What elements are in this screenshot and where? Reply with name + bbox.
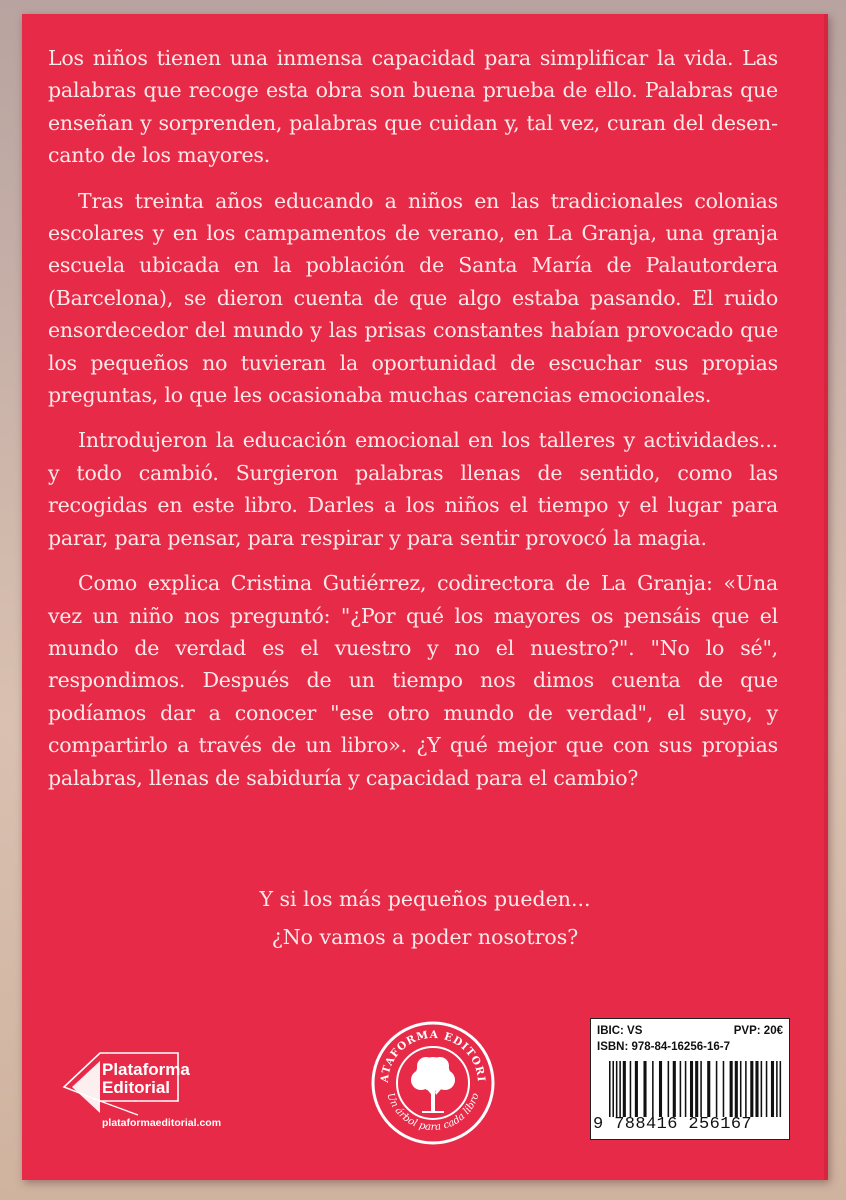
closing-line-2: ¿No vamos a poder nosotros?	[271, 925, 579, 949]
barcode-bar	[652, 1061, 654, 1117]
ibic-code: IBIC: VS	[597, 1025, 643, 1037]
publisher-name-line-1: Plataforma	[102, 1060, 190, 1079]
barcode-bar	[707, 1061, 710, 1117]
barcode-bar	[761, 1061, 763, 1117]
barcode-bar	[685, 1061, 687, 1117]
tree-seal-icon	[370, 1020, 496, 1146]
synopsis-paragraph-4: Como explica Cristina Gutiérrez, codirectora de La Granja: «Una vez un niño nos preguntó: "¿Por qué los mayores os pensáis que el mundo de verdad es el vuestro y no el nuestro?". "No lo sé", respondimos. Después de un tiempo nos dimos cuenta de que podíamos dar a conocer "ese otro mundo de verdad", el suyo, y compartirlo a través de un libro». ¿Y qué mejor que con sus propias palabras, llenas de sabiduría y capacidad para el cambio?	[48, 571, 778, 790]
barcode-bar	[723, 1061, 725, 1117]
barcode-bar	[766, 1061, 768, 1117]
barcode-bar	[673, 1061, 676, 1117]
barcode-bar	[668, 1061, 670, 1117]
barcode-bar	[659, 1061, 662, 1117]
barcode-bar	[690, 1061, 693, 1117]
barcode-bar	[609, 1061, 611, 1117]
isbn: ISBN: 978-84-16256-16-7	[597, 1041, 730, 1053]
barcode-bars	[609, 1061, 783, 1117]
barcode-bar	[612, 1061, 614, 1117]
barcode-bar	[623, 1061, 626, 1117]
barcode-bar	[776, 1061, 778, 1117]
barcode-bar	[771, 1061, 774, 1117]
barcode-bar	[635, 1061, 638, 1117]
seal-bottom-text: Un árbol para cada libro	[384, 1091, 482, 1134]
publisher-seal	[370, 1020, 496, 1146]
publisher-logo	[60, 1045, 260, 1135]
synopsis-paragraph-1: Los niños tienen una inmensa capacidad para simplificar la vida. Las palabras que recoge esta obra son buena prueba de ello. Palabras que enseñan y sorprenden, palabras que cuidan y, tal vez, curan del desencanto de los mayores.	[48, 46, 778, 168]
barcode-bar	[730, 1061, 733, 1117]
barcode-bar	[630, 1061, 632, 1117]
barcode-bar	[750, 1061, 753, 1117]
barcode-row-isbn	[597, 1041, 783, 1053]
barcode-bar	[700, 1061, 702, 1117]
publisher-name-line-2: Editorial	[102, 1078, 171, 1097]
barcode-bar	[716, 1061, 718, 1117]
closing-line-1: Y si los más pequeños pueden...	[259, 887, 591, 911]
barcode-bar	[735, 1061, 738, 1117]
barcode-bar	[745, 1061, 747, 1117]
barcode-bar	[755, 1061, 758, 1117]
barcode-bar	[780, 1061, 782, 1117]
cover-edge	[824, 14, 828, 1180]
synopsis-paragraph-2: Tras treinta años educando a niños en las tradicionales colonias escolares y en los campamentos de verano, en La Granja, una granja escuela ubicada en la población de Santa María de Palautordera (Barcelona), se dieron cuenta de que algo estaba pasando. El ruido ensordecedor del mundo y las prisas constantes habían provocado que los pequeños no tuvieran la oportunidad de escuchar sus propias preguntas, lo que les ocasionaba muchas carencias emocionales.	[48, 188, 778, 408]
barcode-bar	[619, 1061, 621, 1117]
publisher-name	[102, 1061, 190, 1097]
synopsis-text	[48, 42, 778, 807]
closing-quote	[22, 880, 828, 956]
price: PVP: 20€	[733, 1025, 783, 1037]
barcode-digits: 9 788416 256167	[593, 1115, 753, 1134]
tree-icon	[411, 1057, 455, 1113]
barcode-label	[590, 1018, 790, 1140]
synopsis-paragraph-3: Introdujeron la educación emocional en los talleres y actividades... y todo cambió. Surgieron palabras llenas de sentido, como las recogidas en este libro. Darles a los niños el tiempo y el lugar para parar, para pensar, para respirar y para sentir provocó la magia.	[48, 428, 778, 550]
barcode-bar	[680, 1061, 682, 1117]
barcode-bar	[695, 1061, 698, 1117]
publisher-url: plataformaeditorial.com	[102, 1117, 222, 1129]
seal-top-text: ATAFORMA EDITORI	[378, 1028, 488, 1084]
barcode-bar	[643, 1061, 646, 1117]
barcode-row-price	[597, 1025, 783, 1037]
barcode-bar	[616, 1061, 618, 1117]
barcode-bar	[740, 1061, 742, 1117]
